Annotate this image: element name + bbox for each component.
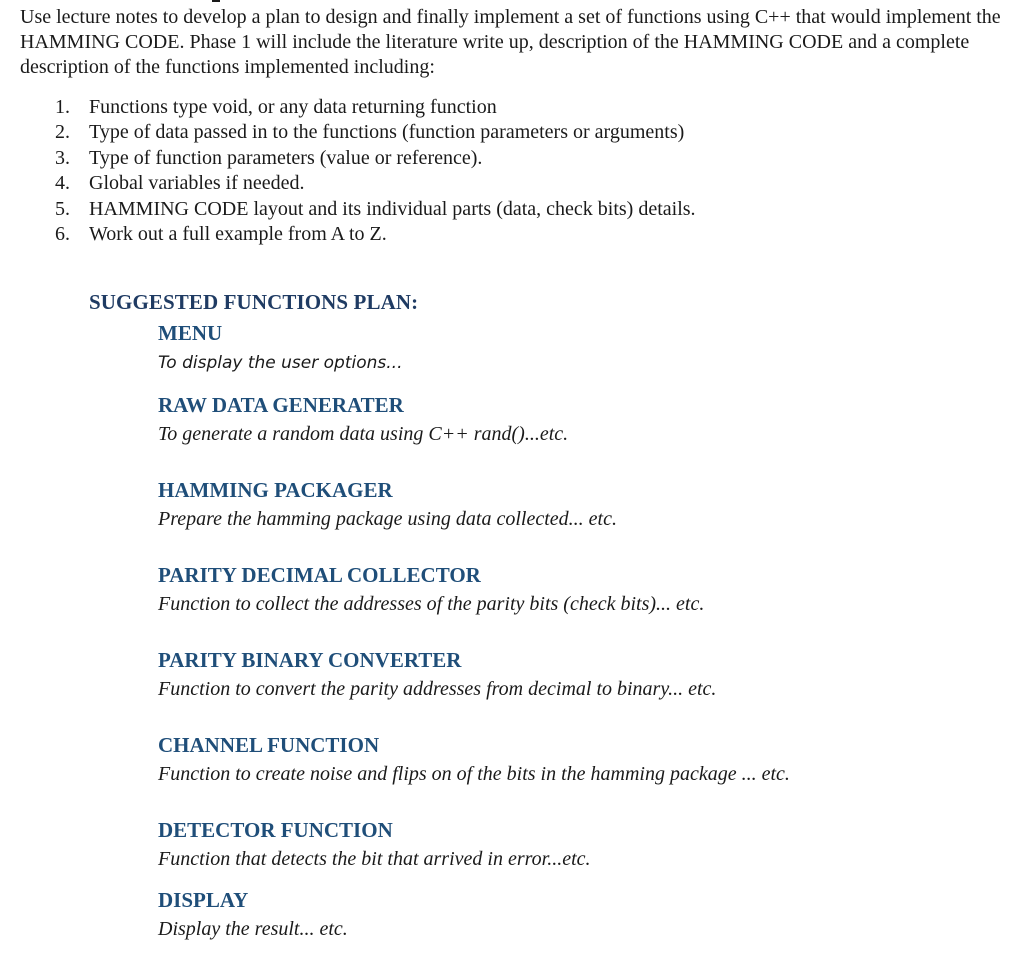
- list-item: [0, 146, 1000, 171]
- function-desc-display: Display the result... etc.: [158, 918, 348, 940]
- function-desc-channel-function: Function to create noise and flips on of the bits in the hamming package ... etc.: [158, 763, 790, 785]
- function-desc-detector-function: Function that detects the bit that arrived in error...etc.: [158, 848, 591, 870]
- function-name-menu: MENU: [158, 321, 223, 345]
- function-name-hamming-packager: HAMMING PACKAGER: [158, 478, 393, 502]
- list-item: [0, 95, 1000, 120]
- requirements-list: [0, 95, 1000, 247]
- list-item: [0, 120, 1000, 145]
- list-number: 5.: [55, 197, 70, 220]
- list-item-text: Type of data passed in to the functions (function parameters or arguments): [89, 121, 685, 144]
- list-item-text: Global variables if needed.: [89, 172, 305, 195]
- function-name-parity-decimal-collector: PARITY DECIMAL COLLECTOR: [158, 563, 481, 587]
- list-number: 4.: [55, 172, 70, 195]
- function-name-channel-function: CHANNEL FUNCTION: [158, 733, 380, 757]
- function-name-parity-binary-converter: PARITY BINARY CONVERTER: [158, 648, 462, 672]
- list-number: 2.: [55, 121, 70, 144]
- list-item: [0, 171, 1000, 196]
- list-item-text: HAMMING CODE layout and its individual parts (data, check bits) details.: [89, 197, 696, 220]
- intro-paragraph: Use lecture notes to develop a plan to design and finally implement a set of functions using C++ that would implement the HAMMING CODE. Phase 1 will include the literature write up, description of the HAMMING CODE and a complete description of the functions implemented including:: [20, 6, 1001, 78]
- list-item: [0, 197, 1000, 222]
- function-desc-parity-decimal-collector: Function to collect the addresses of the parity bits (check bits)... etc.: [158, 593, 705, 615]
- function-name-display: DISPLAY: [158, 888, 249, 912]
- function-desc-parity-binary-converter: Function to convert the parity addresses from decimal to binary... etc.: [158, 678, 717, 700]
- list-item-text: Work out a full example from A to Z.: [89, 223, 387, 246]
- list-item: [0, 222, 1000, 247]
- function-desc-menu: To display the user options...: [158, 353, 403, 373]
- cropped-text-fragment: [212, 0, 220, 2]
- function-name-detector-function: DETECTOR FUNCTION: [158, 818, 393, 842]
- function-desc-hamming-packager: Prepare the hamming package using data collected... etc.: [158, 508, 617, 530]
- function-desc-raw-data-generater: To generate a random data using C++ rand()...etc.: [158, 423, 569, 445]
- function-name-raw-data-generater: RAW DATA GENERATER: [158, 393, 404, 417]
- plan-heading: SUGGESTED FUNCTIONS PLAN:: [89, 290, 419, 314]
- list-number: 1.: [55, 96, 70, 118]
- list-number: 3.: [55, 146, 70, 169]
- list-item-text: Type of function parameters (value or reference).: [89, 146, 483, 169]
- list-number: 6.: [55, 223, 70, 246]
- list-item-text: Functions type void, or any data returning function: [89, 96, 497, 118]
